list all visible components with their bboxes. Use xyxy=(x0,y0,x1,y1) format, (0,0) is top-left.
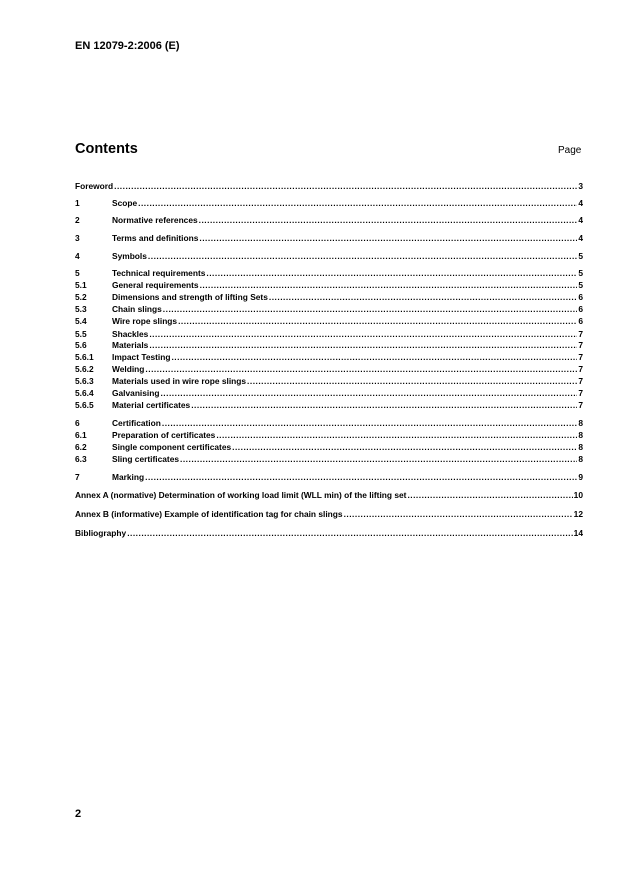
toc-entry-title: Material certificates xyxy=(112,400,191,410)
toc-entry-page: 8 xyxy=(578,418,583,428)
toc-entry[interactable] xyxy=(75,375,583,386)
toc-leader-dots xyxy=(148,251,577,261)
toc-leader-dots xyxy=(160,388,577,398)
toc-entry-page: 6 xyxy=(578,304,583,314)
toc-leader-dots xyxy=(232,442,577,452)
toc-entry-title: Technical requirements xyxy=(112,268,206,278)
toc-entry-page: 7 xyxy=(578,329,583,339)
toc-entry-number: 7 xyxy=(75,472,80,482)
toc-entry-number: 5.2 xyxy=(75,292,87,302)
toc-entry-title: Wire rope slings xyxy=(112,316,178,326)
toc-entry-title: Impact Testing xyxy=(112,352,171,362)
toc-entry[interactable] xyxy=(75,267,583,278)
toc-entry[interactable] xyxy=(75,328,583,339)
toc-entry-number: 5.1 xyxy=(75,280,87,290)
toc-leader-dots xyxy=(206,268,577,278)
toc-leader-dots xyxy=(191,400,577,410)
page-number: 2 xyxy=(75,808,82,820)
toc-entry[interactable] xyxy=(75,489,583,500)
toc-entry[interactable] xyxy=(75,250,583,261)
toc-entry[interactable] xyxy=(75,315,583,326)
toc-entry-page: 10 xyxy=(573,490,583,500)
toc-entry-number: 5.6.1 xyxy=(75,352,94,362)
toc-entry-number: 5.6.2 xyxy=(75,364,94,374)
toc-leader-dots xyxy=(269,292,577,302)
toc-leader-dots xyxy=(145,472,577,482)
toc-entry-title: Single component certificates xyxy=(112,442,232,452)
toc-entry-title: Welding xyxy=(112,364,145,374)
toc-entry-number: 4 xyxy=(75,251,80,261)
toc-entry-title: Marking xyxy=(112,472,145,482)
toc-entry[interactable] xyxy=(75,197,583,208)
toc-entry[interactable] xyxy=(75,303,583,314)
toc-entry-title: Scope xyxy=(112,198,138,208)
toc-entry-page: 12 xyxy=(573,509,583,519)
toc-entry-title: Annex B (informative) Example of identification tag for chain slings xyxy=(75,509,343,519)
toc-entry-page: 8 xyxy=(578,442,583,452)
toc-entry[interactable] xyxy=(75,214,583,225)
toc-entry-number: 5.6.3 xyxy=(75,376,94,386)
toc-entry-title: Materials used in wire rope slings xyxy=(112,376,247,386)
toc-entry[interactable] xyxy=(75,441,583,452)
toc-leader-dots xyxy=(163,304,578,314)
toc-leader-dots xyxy=(247,376,577,386)
toc-entry-title: Annex A (normative) Determination of working load limit (WLL min) of the lifting set xyxy=(75,490,407,500)
toc-entry[interactable] xyxy=(75,527,583,538)
toc-leader-dots xyxy=(138,198,577,208)
toc-entry-title: Chain slings xyxy=(112,304,162,314)
toc-entry-number: 6 xyxy=(75,418,80,428)
toc-entry-page: 4 xyxy=(578,198,583,208)
toc-leader-dots xyxy=(407,490,572,500)
toc-entry-page: 7 xyxy=(578,340,583,350)
toc-entry-title: Foreword xyxy=(75,181,114,191)
toc-leader-dots xyxy=(200,280,578,290)
toc-entry[interactable] xyxy=(75,453,583,464)
toc-entry-page: 3 xyxy=(578,181,583,191)
toc-entry-number: 5 xyxy=(75,268,80,278)
toc-leader-dots xyxy=(178,316,577,326)
toc-entry-title: Normative references xyxy=(112,215,198,225)
toc-entry-page: 9 xyxy=(578,472,583,482)
toc-entry-title: Galvanising xyxy=(112,388,160,398)
toc-entry-page: 5 xyxy=(578,268,583,278)
toc-entry[interactable] xyxy=(75,180,583,191)
toc-entry-title: Symbols xyxy=(112,251,147,261)
toc-entry-number: 5.6 xyxy=(75,340,87,350)
toc-leader-dots xyxy=(114,181,577,191)
toc-entry-number: 5.6.4 xyxy=(75,388,94,398)
toc-leader-dots xyxy=(149,329,577,339)
toc-entry[interactable] xyxy=(75,387,583,398)
toc-entry-page: 6 xyxy=(578,316,583,326)
toc-entry-number: 5.3 xyxy=(75,304,87,314)
toc-entry-title: Certification xyxy=(112,418,161,428)
toc-entry-title: General requirements xyxy=(112,280,199,290)
toc-entry[interactable] xyxy=(75,279,583,290)
toc-entry-page: 4 xyxy=(578,233,583,243)
toc-leader-dots xyxy=(199,215,578,225)
toc-entry-page: 14 xyxy=(573,528,583,538)
toc-entry-title: Bibliography xyxy=(75,528,127,538)
toc-leader-dots xyxy=(180,454,577,464)
toc-entry-title: Terms and definitions xyxy=(112,233,199,243)
toc-leader-dots xyxy=(162,418,577,428)
toc-entry[interactable] xyxy=(75,291,583,302)
toc-entry-page: 6 xyxy=(578,292,583,302)
toc-leader-dots xyxy=(216,430,577,440)
toc-leader-dots xyxy=(344,509,573,519)
toc-entry[interactable] xyxy=(75,417,583,428)
toc-leader-dots xyxy=(199,233,577,243)
document-header: EN 12079-2:2006 (E) xyxy=(75,40,180,52)
toc-entry-title: Sling certificates xyxy=(112,454,180,464)
toc-leader-dots xyxy=(145,364,577,374)
toc-leader-dots xyxy=(171,352,577,362)
toc-entry[interactable] xyxy=(75,363,583,374)
toc-entry-number: 5.4 xyxy=(75,316,87,326)
toc-entry[interactable] xyxy=(75,508,583,519)
toc-leader-dots xyxy=(127,528,572,538)
toc-entry-page: 7 xyxy=(578,400,583,410)
page-title: Contents xyxy=(75,141,138,157)
toc-leader-dots xyxy=(149,340,577,350)
toc-entry-page: 8 xyxy=(578,430,583,440)
toc-entry-title: Materials xyxy=(112,340,149,350)
toc-entry-number: 3 xyxy=(75,233,80,243)
toc-entry-number: 5.6.5 xyxy=(75,400,94,410)
toc-entry-title: Dimensions and strength of lifting Sets xyxy=(112,292,268,302)
toc-entry-title: Preparation of certificates xyxy=(112,430,216,440)
toc-entry-number: 6.1 xyxy=(75,430,87,440)
toc-entry-page: 8 xyxy=(578,454,583,464)
toc-entry-number: 6.3 xyxy=(75,454,87,464)
toc-entry[interactable] xyxy=(75,351,583,362)
toc-entry[interactable] xyxy=(75,429,583,440)
toc-entry-page: 7 xyxy=(578,388,583,398)
toc-entry[interactable] xyxy=(75,339,583,350)
toc-entry-number: 2 xyxy=(75,215,80,225)
toc-entry-number: 5.5 xyxy=(75,329,87,339)
toc-entry-page: 4 xyxy=(578,215,583,225)
toc-entry-title: Shackles xyxy=(112,329,149,339)
toc-entry[interactable] xyxy=(75,399,583,410)
toc-entry-number: 6.2 xyxy=(75,442,87,452)
toc-entry-number: 1 xyxy=(75,198,80,208)
toc-entry-page: 5 xyxy=(578,251,583,261)
toc-entry-page: 7 xyxy=(578,352,583,362)
toc-entry-page: 7 xyxy=(578,364,583,374)
toc-entry-page: 7 xyxy=(578,376,583,386)
toc-entry-page: 5 xyxy=(578,280,583,290)
toc-entry[interactable] xyxy=(75,232,583,243)
page-column-label: Page xyxy=(558,145,582,156)
toc-entry[interactable] xyxy=(75,471,583,482)
